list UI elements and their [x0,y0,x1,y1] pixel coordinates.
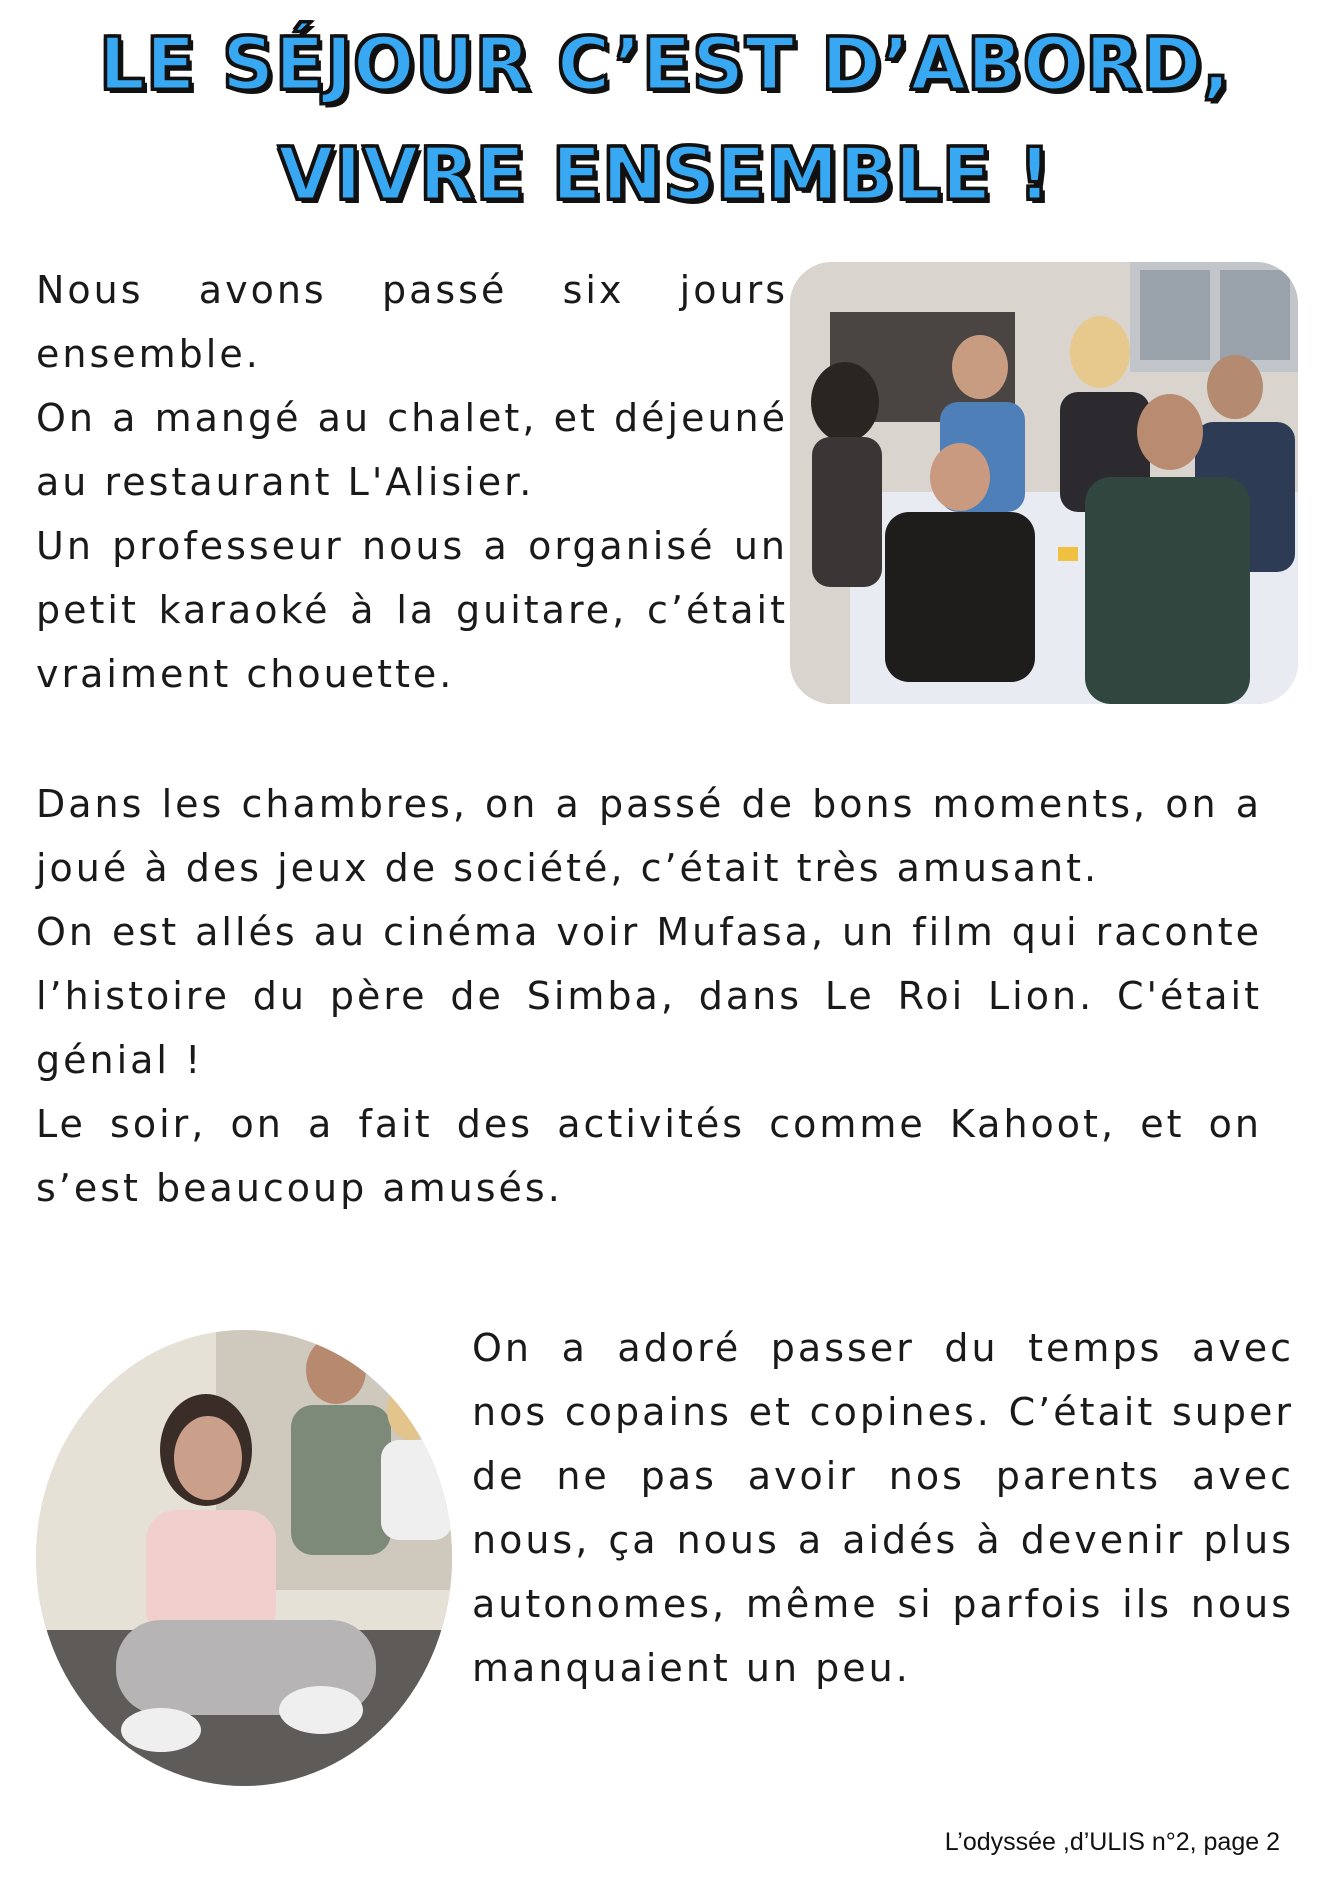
paragraph-activites [36,772,1262,1220]
page-title-line-2: VIVRE ENSEMBLE ! [278,132,1052,216]
paragraph-line: On a mangé au chalet, et déjeuné au restaurant L'Alisier. [36,396,788,504]
paragraph-line: Un professeur nous a organisé un petit karaoké à la guitare, c’était vraiment chouette. [36,524,788,696]
photo-group-on-bed [790,262,1298,704]
photo-group-on-bed-illustration [790,262,1298,704]
paragraph-line: On est allés au cinéma voir Mufasa, un film qui raconte l’histoire du père de Simba, dans Le Roi Lion. C'était génial ! [36,910,1262,1082]
photo-girl-sitting [36,1330,452,1786]
photo-girl-sitting-illustration [36,1330,452,1786]
page-title-line-1: LE SÉJOUR C’EST D’ABORD, [99,22,1231,106]
paragraph-line: Dans les chambres, on a passé de bons moments, on a joué à des jeux de société, c’était très amusant. [36,782,1262,890]
paragraph-line: Le soir, on a fait des activités comme Kahoot, et on s’est beaucoup amusés. [36,1102,1262,1210]
paragraph-line: Nous avons passé six jours ensemble. [36,268,788,376]
paragraph-sejour [36,258,788,706]
page-footer: L’odyssée ,d’ULIS n°2, page 2 [944,1828,1280,1856]
paragraph-autonomie: On a adoré passer du temps avec nos copains et copines. C’était super de ne pas avoir nos parents avec nous, ça nous a aidés à devenir plus autonomes, même si parfois ils nous manquaient un peu. [472,1326,1294,1690]
